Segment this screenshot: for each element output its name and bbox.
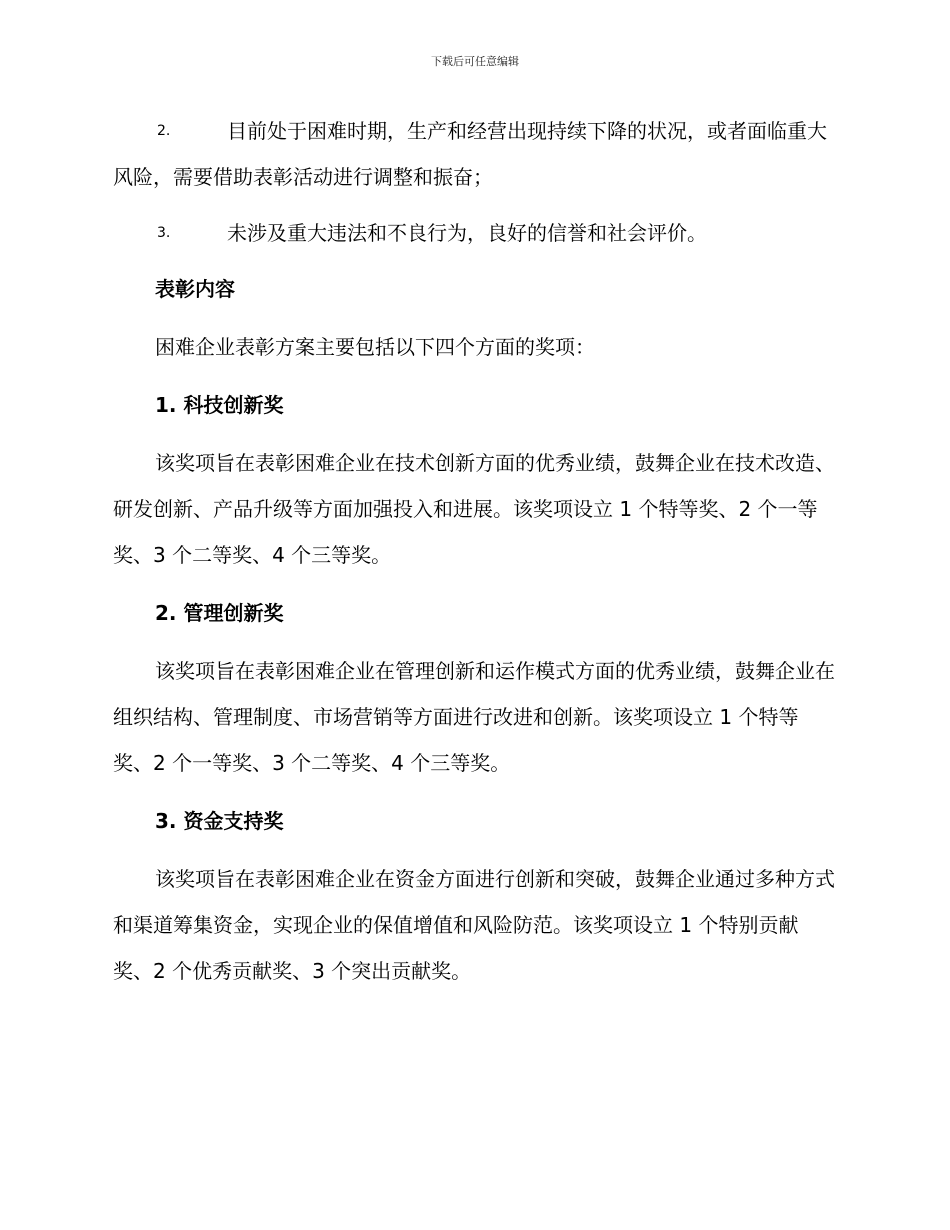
- section-intro: 困难企业表彰方案主要包括以下四个方面的奖项：: [155, 335, 595, 359]
- list-text: 目前处于困难时期，生产和经营出现持续下降的状况，或者面临重大风险，需要借助表彰活动进行调整和振奋；: [113, 119, 827, 189]
- award-heading-management: 2. 管理创新奖: [155, 601, 284, 625]
- award-heading-tech: 1. 科技创新奖: [155, 393, 284, 417]
- award-body-funding: 该奖项旨在表彰困难企业在资金方面进行创新和突破，鼓舞企业通过多种方式和渠道筹集资金，实现企业的保值增值和风险防范。该奖项设立 1 个特别贡献奖、2 个优秀贡献奖、3 个突出贡献奖。: [113, 867, 835, 983]
- award-heading-funding: 3. 资金支持奖: [155, 809, 284, 833]
- award-body-management: 该奖项旨在表彰困难企业在管理创新和运作模式方面的优秀业绩，鼓舞企业在组织结构、管理制度、市场营销等方面进行改进和创新。该奖项设立 1 个特等奖、2 个一等奖、3 个二等奖、4 个三等奖。: [113, 659, 835, 775]
- list-item: [113, 210, 835, 256]
- document-body: [113, 108, 835, 1006]
- page-header: 下载后可任意编辑: [431, 55, 519, 68]
- list-number: 2.: [157, 123, 171, 139]
- section-heading: 表彰内容: [155, 277, 235, 301]
- list-item: [113, 108, 835, 200]
- award-body-tech: 该奖项旨在表彰困难企业在技术创新方面的优秀业绩，鼓舞企业在技术改造、研发创新、产品升级等方面加强投入和进展。该奖项设立 1 个特等奖、2 个一等奖、3 个二等奖、4 个三等奖。: [113, 451, 835, 567]
- list-number: 3.: [157, 225, 171, 241]
- list-text: 未涉及重大违法和不良行为，良好的信誉和社会评价。: [227, 221, 707, 245]
